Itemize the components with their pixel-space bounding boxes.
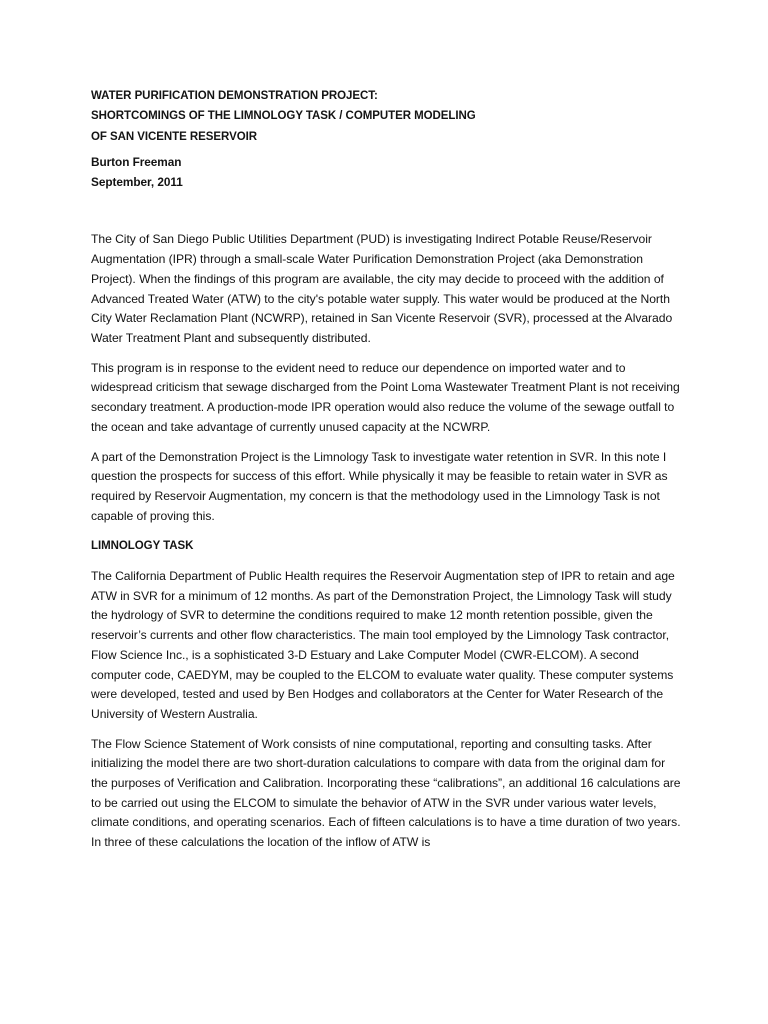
document-title [91, 86, 681, 147]
paragraph: The Flow Science Statement of Work consists of nine computational, reporting and consulting tasks. After initializing the model there are two short-duration calculations to compare with data from the original dam for the purposes of Verification and Calibration. Incorporating these “calibrations”, an additional 16 calculations are to be carried out using the ELCOM to simulate the behavior of ATW in the SVR under various water levels, climate conditions, and operating scenarios. Each of fifteen calculations is to have a time duration of two years. In three of these calculations the location of the inflow of ATW is [91, 736, 681, 850]
document-body [91, 86, 681, 863]
section-heading: LIMNOLOGY TASK [91, 540, 194, 553]
paragraph: The City of San Diego Public Utilities Department (PUD) is investigating Indirect Potable Reuse/Reservoir Augmentation (IPR) through a small-scale Water Purification Demonstration Project (aka Demonstration Project). When the findings of this program are available, the city may decide to proceed with the addition of Advanced Treated Water (ATW) to the city's potable water supply. This water would be produced at the North City Water Reclamation Plant (NCWRP), retained in San Vicente Reservoir (SVR), processed at the Alvarado Water Treatment Plant and subsequently distributed. [91, 232, 673, 345]
title-line: SHORTCOMINGS OF THE LIMNOLOGY TASK / COMPUTER MODELING [91, 110, 476, 123]
byline [91, 152, 681, 193]
document-date: September, 2011 [91, 175, 183, 190]
title-line: OF SAN VICENTE RESERVOIR [91, 130, 258, 143]
paragraph: This program is in response to the evident need to reduce our dependence on imported water and to widespread criticism that sewage discharged from the Point Loma Wastewater Treatment Plant is not receiving secondary treatment. A production-mode IPR operation would also reduce the volume of the sewage outfall to the ocean and take advantage of currently unused capacity at the NCWRP. [91, 360, 680, 434]
paragraph: A part of the Demonstration Project is the Limnology Task to investigate water retention in SVR. In this note I question the prospects for success of this effort. While physically it may be feasible to retain water in SVR as required by Reservoir Augmentation, my concern is that the methodology used in the Limnology Task is not capable of proving this. [91, 449, 668, 523]
title-line: WATER PURIFICATION DEMONSTRATION PROJECT: [91, 90, 378, 102]
paragraph: The California Department of Public Health requires the Reservoir Augmentation step of IPR to retain and age ATW in SVR for a minimum of 12 months. As part of the Demonstration Project, the Limnology Task will study the hydrology of SVR to determine the conditions required to make 12 month retention possible, given the reservoir’s currents and other flow characteristics. The main tool employed by the Limnology Task contractor, Flow Science Inc., is a sophisticated 3-D Estuary and Lake Computer Model (CWR-ELCOM). A second computer code, CAEDYM, may be coupled to the ELCOM to evaluate water quality. These computer systems were developed, tested and used by Ben Hodges and collaborators at the Center for Water Research of the University of Western Australia. [91, 569, 675, 721]
author-name: Burton Freeman [91, 154, 182, 169]
